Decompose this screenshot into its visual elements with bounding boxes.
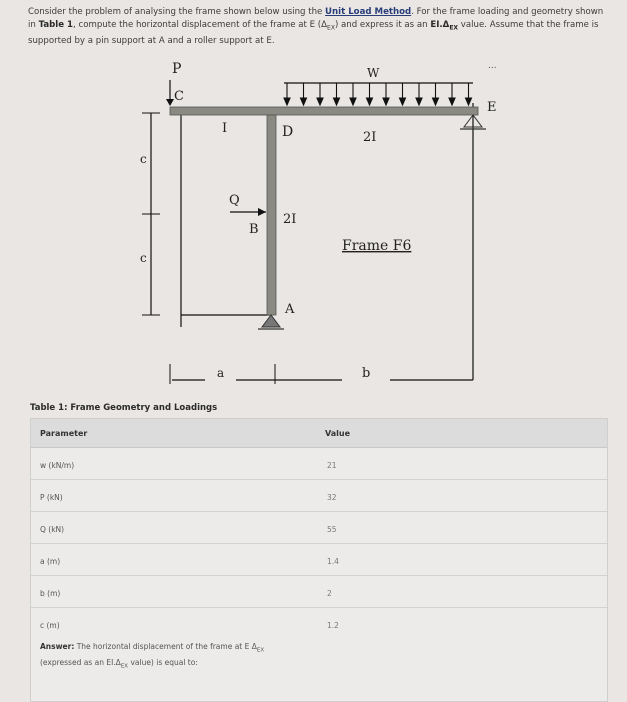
- member-i-label: I: [222, 121, 228, 136]
- node-d-label: D: [282, 124, 294, 140]
- node-b-label: B: [249, 222, 259, 237]
- table-row: w (kN/m) 21: [31, 448, 607, 480]
- udl-arrowhead: [301, 98, 307, 105]
- table-caption: Table 1: Frame Geometry and Loadings: [30, 403, 218, 413]
- udl-arrowhead: [416, 98, 422, 105]
- dim-a-label: a: [217, 366, 225, 380]
- dim-c-lower: c: [140, 251, 147, 265]
- udl-arrowhead: [350, 98, 356, 105]
- node-a-label: A: [285, 302, 295, 317]
- udl-arrowhead: [284, 98, 290, 105]
- load-w-label: W: [367, 66, 380, 80]
- table-row: P (kN) 32: [31, 480, 607, 512]
- udl-arrowhead: [383, 98, 389, 105]
- udl-arrowhead: [400, 98, 406, 105]
- table-header: [31, 419, 607, 448]
- table-row: Q (kN) 55: [31, 512, 607, 544]
- dim-c-upper: c: [140, 152, 147, 166]
- table-row: b (m) 2: [31, 576, 607, 608]
- table-row: c (m) 1.2: [40, 621, 339, 630]
- header-value: Value: [325, 429, 351, 438]
- table-row: a (m) 1.4: [31, 544, 607, 576]
- load-p-label: P: [172, 61, 182, 77]
- member-2i-top-label: 2I: [363, 130, 377, 145]
- udl-arrowhead: [466, 98, 472, 105]
- node-c-label: C: [174, 89, 184, 104]
- problem-statement: Consider the problem of analysing the frame shown below using the Unit Load Method. For the frame loading and geometry shown in Table 1, compute the horizontal displacement of the frame at E $(\Delta_{EX})$ and express it as an $EI.\Delta_{EX}$ value. Assume that the frame is supported by a pin support at A and a roller support at E.: [28, 7, 604, 46]
- udl-arrowhead: [334, 98, 340, 105]
- answer-prompt: Answer: The horizontal displacement of the frame at E $\Delta_{EX}$ (expressed as an $EI.\Delta_{EX}$ value) is equal to:: [40, 642, 265, 669]
- load-q-label: Q: [229, 193, 240, 208]
- more-icon[interactable]: ...: [488, 61, 497, 71]
- dim-b-label: b: [362, 366, 371, 381]
- udl-arrowhead: [317, 98, 323, 105]
- member-2i-mid-label: 2I: [283, 212, 297, 227]
- node-e-label: E: [487, 100, 497, 115]
- udl-arrowhead: [433, 98, 439, 105]
- header-parameter: Parameter: [40, 429, 88, 438]
- udl-arrowhead: [449, 98, 455, 105]
- frame-figure: [0, 50, 627, 390]
- udl-arrowhead: [367, 98, 373, 105]
- parameters-table: [30, 418, 608, 702]
- unit-load-method-link[interactable]: Unit Load Method: [325, 7, 412, 17]
- frame-title: Frame F6: [342, 238, 412, 254]
- table-reference: Table 1: [38, 19, 74, 30]
